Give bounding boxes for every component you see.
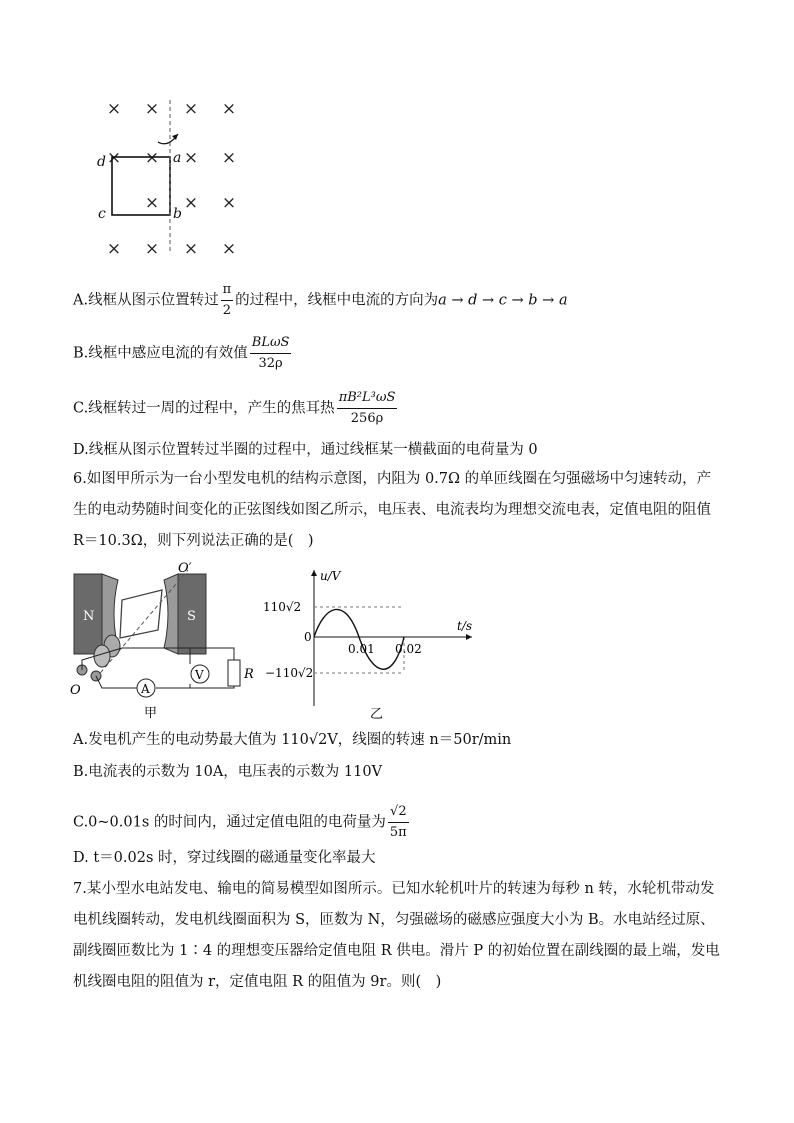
field-cross: × [183, 99, 199, 119]
x-tick-002: 0.02 [395, 642, 422, 656]
resistor-r [228, 660, 240, 686]
figure-loop-in-field [88, 92, 258, 262]
magnetic-field-crosses [107, 99, 236, 259]
y-top-label: 110√2 [263, 600, 302, 614]
field-cross: × [183, 148, 199, 168]
figure-sine-graph [262, 564, 482, 724]
field-cross: × [221, 239, 237, 259]
q6-option-c[interactable]: C.0~0.01s 的时间内，通过定值电阻的电荷量为 $\frac{√2}{5\pi}$ [73, 804, 407, 840]
field-cross: × [144, 99, 160, 119]
caption-yi: 乙 [370, 707, 384, 722]
label-a: a [173, 150, 182, 166]
figure-generator [66, 560, 256, 722]
sine-curve [314, 609, 404, 669]
label-o: O [70, 683, 81, 698]
q5-option-d[interactable]: D.线框从图示位置转过半圈的过程中，通过线框某一横截面的电荷量为 0 [73, 442, 538, 458]
label-d: d [97, 154, 106, 170]
origin-label: 0 [304, 630, 312, 644]
q5-option-a[interactable]: A.线框从图示位置转过 $\frac{\pi}{2}$ 的过程中，线框中电流的方向为a → d → c → b → a [73, 282, 568, 318]
field-cross: × [183, 239, 199, 259]
label-b: b [173, 206, 182, 222]
q7-stem: 7.某小型水电站发电、输电的简易模型如图所示。已知水轮机叶片的转速为每秒 n 转，水轮机带动发电机线圈转动，发电机线圈面积为 S，匝数为 N，匀强磁场的磁感应强度大小为 B。水电站经过原、副线圈匝数比为 1∶4 的理想变压器给定值电阻 R 供电。滑片 P 的初始位置在副线圈的最上端，发电机线圈电阻的阻值为 r，定值电阻 R 的阻值为 9r。则( ) [73, 881, 720, 990]
q6-option-d[interactable]: D. t＝0.02s 时，穿过线圈的磁通量变化率最大 [73, 850, 376, 866]
caption-jia: 甲 [144, 706, 158, 721]
y-axis-label: u/V [320, 569, 341, 583]
q6-option-a[interactable]: A.发电机产生的电动势最大值为 110√2V，线圈的转速 n＝50r/min [73, 732, 512, 748]
x-axis-label: t/s [457, 619, 473, 633]
label-c: c [98, 206, 106, 222]
current-path: a → d → c → b → a [438, 292, 568, 309]
field-cross: × [144, 239, 160, 259]
field-cross: × [106, 148, 122, 168]
field-cross: × [144, 193, 160, 213]
field-cross: × [106, 239, 122, 259]
field-cross: × [106, 99, 122, 119]
field-cross: × [144, 148, 160, 168]
q6-option-b[interactable]: B.电流表的示数为 10A，电压表的示数为 110V [73, 764, 383, 780]
y-bottom-label: −110√2 [265, 666, 314, 680]
field-cross: × [221, 193, 237, 213]
x-tick-001: 0.01 [348, 642, 375, 656]
field-cross: × [221, 99, 237, 119]
label-s: S [187, 609, 196, 624]
label-r: R [244, 667, 254, 682]
q5-option-b[interactable]: B.线框中感应电流的有效值 $\frac{\text{BLωS}}{32\rho}$ [73, 335, 290, 371]
label-n: N [83, 609, 95, 624]
coil [120, 590, 162, 638]
label-o-prime: O′ [178, 561, 192, 576]
label-voltmeter: V [195, 668, 204, 682]
q5-option-c[interactable]: C.线框转过一周的过程中，产生的焦耳热 $\frac{\text{πB²L³ωS}}{256\rho}$ [73, 390, 396, 426]
field-cross: × [183, 193, 199, 213]
q6-stem: 6.如图甲所示为一台小型发电机的结构示意图，内阻为 0.7Ω 的单匝线圈在匀强磁场中匀速转动，产生的电动势随时间变化的正弦图线如图乙所示，电压表、电流表均为理想交流电表，定值电阻的阻值 R＝10.3Ω，则下列说法正确的是( ) [73, 471, 712, 549]
field-cross: × [221, 148, 237, 168]
label-ammeter: A [141, 682, 150, 696]
